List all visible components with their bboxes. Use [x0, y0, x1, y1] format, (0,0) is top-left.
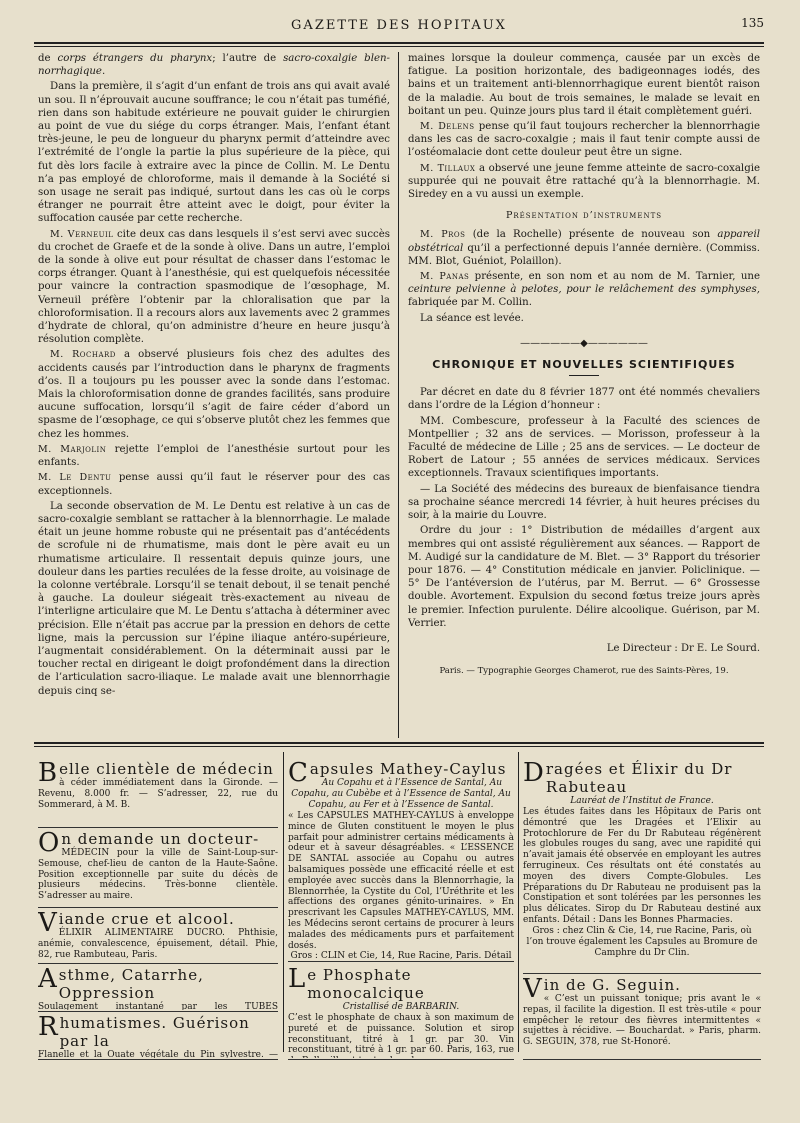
ad-headline: elle clientèle de médecin [59, 760, 274, 778]
paragraph: M. Marjolin rejette l’emploi de l’anesthésie surtout pour les enfants. [38, 443, 390, 469]
page-header [34, 14, 764, 36]
column-divider [398, 52, 399, 738]
paragraph: Par décret en date du 8 février 1877 ont été nommés chevaliers dans l’ordre de la Légion d’honneur : [408, 387, 760, 412]
small-rule [569, 375, 599, 376]
left-column [38, 52, 390, 738]
ad-asthme [38, 966, 278, 1010]
ads-rule-thin [34, 746, 764, 747]
ad-subtitle: Cristallisé de BARBARIN. [342, 1002, 460, 1012]
ad-rhumatismes [38, 1014, 278, 1058]
page-number: 135 [741, 16, 764, 30]
ad-footer: Gros : chez Clin & Cie, 14, rue Racine, Paris, où l’on trouve également les Capsules au Bromure de Camphre du Dr Clin. [526, 925, 758, 958]
paragraph: M. Verneuil cite deux cas dans lesquels il s’est servi avec succès du crochet de Graefe et de la sonde à olive. Dans un autre, l’emploi de la sonde à olive eut pour résultat de chasser dans l’estomac le corps étranger. Quant à l’anesthésie, qui est quelquefois nécessitée pour vaincre la contraction spasmodique de l’œsophage, M. Verneuil préfère l’obtenir par la chloralisation que par la chloroformisation. Il a recours alors aux lavements avec 2 grammes d’hydrate de chloral, qu’on administre d’heure en heure jusqu’à résolution complète. [38, 228, 390, 346]
header-rule-thin [34, 46, 764, 47]
ads-divider-2 [518, 752, 519, 1052]
ad-body: Les études faites dans les Hôpitaux de Paris ont démontré que les Dragées et l’Elixir au Protochlorure de Fer du Dr Rabuteau régénèrent les globules rouges du sang, avec une rapidité qui n’avait jamais été observée en employant les autres ferrugineux. Ces résultats ont été constatés au moyen des divers Compte-Globules. Les Préparations du Dr Rabuteau ne produisent pas la Constipation et sont tolérées par les personnes les plus délicates. Sirop du Dr Rabuteau destiné aux enfants. Détail : Dans les Bonnes Pharmacies. [523, 807, 761, 925]
ad-separator [38, 963, 278, 964]
ad-initial: L [288, 966, 306, 994]
ad-docteur [38, 830, 278, 906]
ad-separator [38, 827, 278, 828]
ad-headline: humatismes. Guérison par la [59, 1014, 250, 1050]
ad-headline: iande crue et alcool. [58, 910, 235, 928]
ads-rule [34, 742, 764, 744]
ad-separator [523, 973, 761, 974]
ad-footer: Gros : CLIN et Cie, 14, Rue Racine, Paris. Détail [290, 951, 512, 960]
ad-body: MÉDECIN pour la ville de Saint-Loup-sur-Semouse, chef-lieu de canton de la Haute-Saône. Position exceptionnelle par suite du décès de plusieurs médecins. Très-bonne clientèle. S’adresser au maire. [38, 848, 278, 902]
section-heading: Présentation d’instruments [505, 210, 663, 222]
ad-medecin [38, 760, 278, 826]
paragraph: M. Le Dentu pense aussi qu’il faut le réserver pour des cas exceptionnels. [38, 472, 390, 497]
ad-body: « Les CAPSULES MATHEY-CAYLUS à enveloppe mince de Gluten constituent le moyen le plus parfait pour administrer certains médicaments à odeur et à saveur désagréables. « L’ESSENCE DE SANTAL associée au Copahu ou autres balsamiques possède une efficacité réelle et est employée avec succès dans la Blennorrhagie, la Blennorrhée, la Cystite du Col, l’Uréthrite et les affections des organes génito-urinaires. » En prescrivant les Capsules MATHEY-CAYLUS, MM. les Médecins seront certains de procurer à leurs malades des médicaments purs et parfaitement dosés. [288, 811, 514, 951]
paragraph: de corps étrangers du pharynx; l’autre de sacro-coxalgie blen- norrhagique. [38, 53, 390, 78]
ad-phosphate [288, 966, 514, 1058]
paragraph: La séance est levée. [420, 312, 524, 324]
ad-separator [288, 961, 514, 962]
paragraph: Ordre du jour : 1° Distribution de médailles d’argent aux membres qui ont assisté régulièrement aux séances. — Rapport de M. Audigé sur la candidature de M. Blet. — 3° Rapport du trésorier pour 1876. — 4° Constitution médicale en janvier. Policlinique. — 5° De l’antéversion de l’utérus, par M. Berrut. — 6° Grossesse double. Avortement. Expulsion du second fœtus treize jours après le premier. Infection purulente. Délire alcoolique. Guérison, par M. Verrier. [408, 525, 760, 629]
ad-headline: ragées et Élixir du Dr Rabuteau [545, 760, 733, 796]
page-title: GAZETTE DES HOPITAUX [291, 18, 507, 33]
paragraph: La seconde observation de M. Le Dentu est relative à un cas de sacro-coxalgie semblant se rattacher à la blennorrhagie. Le malade était un jeune homme robuste qui ne présentait pas d’antécédents de scrofule ni de rhumatisme, mais dont le père avait eu un rhumatisme articulaire. Il ressentait depuis quinze jours, une douleur dans les parties reculées de la fesse droite, au voisinage de la colonne vertébrale. Lorsqu’il se tenait debout, il se tenait penché à gauche. La douleur siégeait très-exactement au niveau de l’interligne articulaire que M. Le Dentu s’attacha à déterminer avec précision. Elle n’était pas accrue par la pression en dehors de cette ligne, mais la percussion sur l’épine iliaque antéro-supérieure, l’augmentait considérablement. On la déterminait aussi par le toucher rectal en dirigeant le doigt profondément dans la direction de l’articulation sacro-iliaque. Le malade avait une blennorrhagie depuis cinq se- [38, 500, 390, 697]
ad-rabuteau [523, 760, 761, 972]
paragraph: M. Rochard a observé plusieurs fois chez des adultes des accidents causés par l’introduction dans le pharynx de fragments d’os. Il a toujours pu les pousser avec la sonde dans l’estomac. Mais la chloroformisation donne de grandes facilités, sans produire aucune suffocation, lorsqu’il s’agit de faire céder d’abord un spasme de l’œsophage, ce qui s’observe plutôt chez les femmes que chez les hommes. [38, 349, 390, 440]
ad-subtitle: Lauréat de l’Institut de France. [570, 796, 714, 806]
printer-line: Paris. — Typographie Georges Chamerot, rue des Saints-Pères, 19. [439, 666, 729, 677]
ad-headline: in de G. Seguin. [543, 976, 681, 994]
ad-capsules [288, 760, 514, 960]
ad-body: C’est le phosphate de chaux à son maximum de pureté et de puissance. Solution et sirop reconstituant, titré à 1 gr. par 30. Vin reconstituant, titré à 1 gr. par 60. Paris, 163, rue [288, 1013, 514, 1056]
paragraph: M. Pros (de la Rochelle) présente de nouveau son appareil obstétrical qu’il a perfectionné depuis l’année dernière. (Commiss. MM. Blot, Guéniot, Polaillon). [408, 229, 760, 267]
ornament-divider: ——————◆—————— [520, 337, 648, 349]
chronique-heading: CHRONIQUE ET NOUVELLES SCIENTIFIQUES [432, 358, 736, 372]
ad-initial: V [38, 910, 57, 938]
ad-body: Soulagement instantané par les TUBES [38, 1002, 278, 1010]
ad-headline: e Phosphate monocalcique [307, 966, 425, 1002]
ad-initial: O [38, 830, 60, 858]
ad-separator [288, 1059, 514, 1060]
ad-initial: D [523, 760, 544, 788]
ad-initial: R [38, 1014, 58, 1042]
right-column [408, 52, 760, 738]
ad-separator [38, 1011, 278, 1012]
ad-body: Flanelle et la Ouate végétale du Pin sylvestre. — [38, 1050, 278, 1058]
paragraph: Dans la première, il s’agit d’un enfant de trois ans qui avait avalé un sou. Il n’éprouvait aucune souffrance; le cou n’était pas tuméfié, rien dans son habitude extérieure ne pouvait guider le chirurgien au point de vue du siége du corps étranger. Mais, l’enfant étant très-jeune, le peu de longueur du pharynx permit d’atteindre avec l’extrémité de l’ongle la partie la plus supérieure de la pièce, qui fut dès lors facile à extraire avec la pince de Collin. M. Le Dentu n’a pas employé de chloroforme, mais il demande à la Société si son usage ne serait pas indiqué, surtout dans les cas où le corps étranger ne pourrait être atteint avec le doigt, pour éviter la suffocation causée par cette recherche. [38, 81, 390, 225]
ad-viande [38, 910, 278, 962]
ad-initial: C [288, 760, 308, 788]
ad-separator [38, 907, 278, 908]
paragraph: M. Panas présente, en son nom et au nom de M. Tarnier, une ceinture pelvienne à pelotes, pour le relâchement des symphyses, fabriquée par M. Collin. [408, 271, 760, 309]
ad-headline: apsules Mathey-Caylus [309, 760, 507, 778]
ad-body: à céder immédiatement dans la Gironde. — Revenu, 8.000 fr. — S’adresser, 22, rue du Sommerard, à M. B. [38, 778, 278, 810]
paragraph: maines lorsque la douleur commença, causée par un excès de fatigue. La position horizontale, des badigeonnages iodés, des bains et un traitement anti-blennorrhagique eurent bientôt raison de la maladie. Au bout de trois semaines, le malade se levait en boitant un peu. Quinze jours plus tard il était complètement guéri. [408, 53, 760, 117]
ad-separator [523, 1059, 761, 1060]
ad-separator [38, 1059, 278, 1060]
ad-initial: A [38, 966, 57, 994]
ad-headline: sthme, Catarrhe, Oppression [58, 966, 204, 1002]
ad-headline: n demande un docteur- [61, 830, 260, 848]
header-rule [34, 42, 764, 44]
ad-body: « C’est un puissant tonique; pris avant le « repas, il facilite la digestion. Il est très-utile « pour empêcher le retour des fièvres intermittentes « sujettes à récidive. — Bouchardat. » Paris, pharm. G. SEGUIN, 378, rue St-Honoré. [523, 994, 761, 1048]
director-signature: Le Directeur : Dr E. Le Sourd. [606, 642, 760, 654]
ad-seguin [523, 976, 761, 1058]
paragraph: M. Tillaux a observé une jeune femme atteinte de sacro-coxalgie suppurée qui ne pouvait être rattaché qu’à la blennorrhagie. M. Siredey en a vu aussi un exemple. [408, 162, 760, 201]
paragraph: M. Delens pense qu’il faut toujours rechercher la blennorrhagie dans les cas de sacro-coxalgie ; mais il faut tenir compte aussi de l’ostéomalacie dont cette douleur peut être un signe. [408, 121, 760, 159]
ad-initial: B [38, 760, 58, 788]
ad-initial: V [523, 976, 542, 1004]
paragraph: — La Société des médecins des bureaux de bienfaisance tiendra sa prochaine séance mercredi 14 février, à huit heures précises du soir, à la mairie du Louvre. [408, 483, 760, 522]
paragraph: MM. Combescure, professeur à la Faculté des sciences de Montpellier ; 32 ans de services. — Morisson, professeur à la Faculté de médecine de Lille ; 25 ans de services. — Le docteur de Robert de Latour ; 55 années de services médicaux. Services exceptionnels. Travaux scientifiques importants. [408, 415, 760, 480]
ads-divider-1 [283, 752, 284, 1052]
ad-body: ÉLIXIR ALIMENTAIRE DUCRO. Phthisie, anémie, convalescence, épuisement, détail. Phie, 82, rue Rambuteau, Paris. [38, 928, 278, 960]
ad-subtitle: Au Copahu et à l’Essence de Santal, Au Copahu, au Cubèbe et à l’Essence de Santal, Au Copahu, au Fer et à l’Essence de Santal. [291, 778, 511, 810]
